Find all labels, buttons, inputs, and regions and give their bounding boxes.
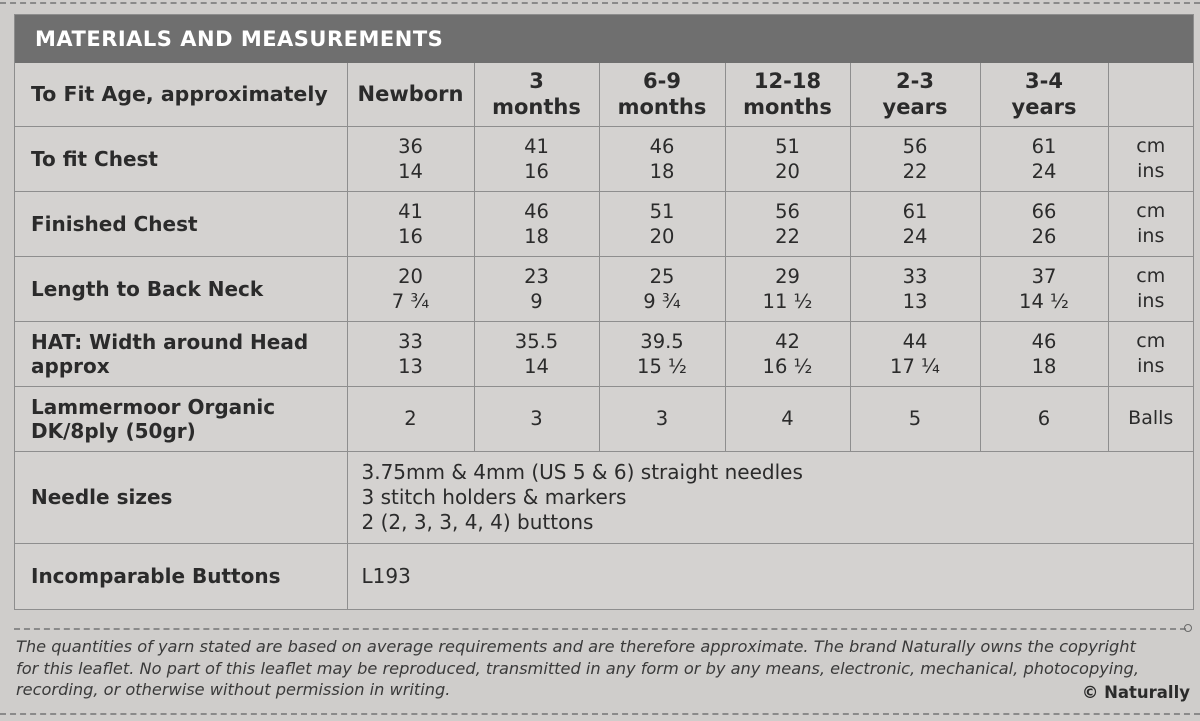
value-cell: 2	[347, 386, 474, 451]
row-finished-chest	[15, 191, 1193, 256]
unit-cell: cm ins	[1108, 256, 1193, 321]
value-cell: 3	[474, 386, 599, 451]
unit-cell: cm ins	[1108, 191, 1193, 256]
unit-cell: cm ins	[1108, 126, 1193, 191]
value-cell: 39.5 15 ½	[599, 321, 725, 386]
value-cell: 29 11 ½	[725, 256, 850, 321]
measurements-table	[15, 63, 1193, 610]
value-cell: 51 20	[725, 126, 850, 191]
header-label: To Fit Age, approximately	[15, 63, 347, 126]
section-title: MATERIALS AND MEASUREMENTS	[15, 15, 1193, 63]
row-yarn	[15, 386, 1193, 451]
row-buttons	[15, 543, 1193, 609]
row-label: Needle sizes	[15, 451, 347, 543]
row-length-to-back-neck	[15, 256, 1193, 321]
value-cell: 61 24	[980, 126, 1108, 191]
value-cell: 41 16	[474, 126, 599, 191]
value-cell: 46 18	[599, 126, 725, 191]
row-label: Lammermoor Organic DK/8ply (50gr)	[15, 386, 347, 451]
value-cell: 56 22	[725, 191, 850, 256]
value-cell: 4	[725, 386, 850, 451]
value-cell: 35.5 14	[474, 321, 599, 386]
row-label: HAT: Width around Head approx	[15, 321, 347, 386]
value-cell: 5	[850, 386, 980, 451]
size-3-months: 3 months	[474, 63, 599, 126]
value-cell: 36 14	[347, 126, 474, 191]
size-newborn: Newborn	[347, 63, 474, 126]
value-cell: 25 9 ¾	[599, 256, 725, 321]
value-cell: 61 24	[850, 191, 980, 256]
footer-dashed-divider	[14, 628, 1186, 630]
bottom-dashed-divider	[0, 713, 1200, 715]
size-2-3-years: 2-3 years	[850, 63, 980, 126]
button-code: L193	[347, 543, 1193, 609]
value-cell: 41 16	[347, 191, 474, 256]
value-cell: 66 26	[980, 191, 1108, 256]
row-hat-width	[15, 321, 1193, 386]
value-cell: 33 13	[347, 321, 474, 386]
size-3-4-years: 3-4 years	[980, 63, 1108, 126]
unit-cell: cm ins	[1108, 321, 1193, 386]
size-12-18-months: 12-18 months	[725, 63, 850, 126]
value-cell: 3	[599, 386, 725, 451]
value-cell: 46 18	[980, 321, 1108, 386]
copyright-notice: The quantities of yarn stated are based on average requirements and are therefore approximate. The brand Naturally owns the copyright for this leaflet. No part of this leaflet may be reproduced, transmitted in any form or by any means, electronic, mechanical, photocopying, recording, or otherwise without permission in writing.	[16, 637, 1139, 699]
unit-cell: Balls	[1108, 386, 1193, 451]
row-label: Incomparable Buttons	[15, 543, 347, 609]
row-label: To fit Chest	[15, 126, 347, 191]
divider-end-circle	[1184, 624, 1192, 632]
value-cell: 42 16 ½	[725, 321, 850, 386]
needle-details: 3.75mm & 4mm (US 5 & 6) straight needles 3 stitch holders & markers 2 (2, 3, 3, 4, 4) buttons	[347, 451, 1193, 543]
row-to-fit-chest	[15, 126, 1193, 191]
row-label: Length to Back Neck	[15, 256, 347, 321]
header-row	[15, 63, 1193, 126]
value-cell: 20 7 ¾	[347, 256, 474, 321]
value-cell: 23 9	[474, 256, 599, 321]
value-cell: 37 14 ½	[980, 256, 1108, 321]
size-6-9-months: 6-9 months	[599, 63, 725, 126]
value-cell: 51 20	[599, 191, 725, 256]
row-needle-sizes	[15, 451, 1193, 543]
value-cell: 6	[980, 386, 1108, 451]
value-cell: 56 22	[850, 126, 980, 191]
value-cell: 46 18	[474, 191, 599, 256]
materials-panel	[14, 14, 1194, 610]
top-dashed-divider	[0, 2, 1200, 4]
value-cell: 33 13	[850, 256, 980, 321]
row-label: Finished Chest	[15, 191, 347, 256]
copyright-mark: © Naturally	[1081, 683, 1190, 702]
unit-header	[1108, 63, 1193, 126]
value-cell: 44 17 ¼	[850, 321, 980, 386]
